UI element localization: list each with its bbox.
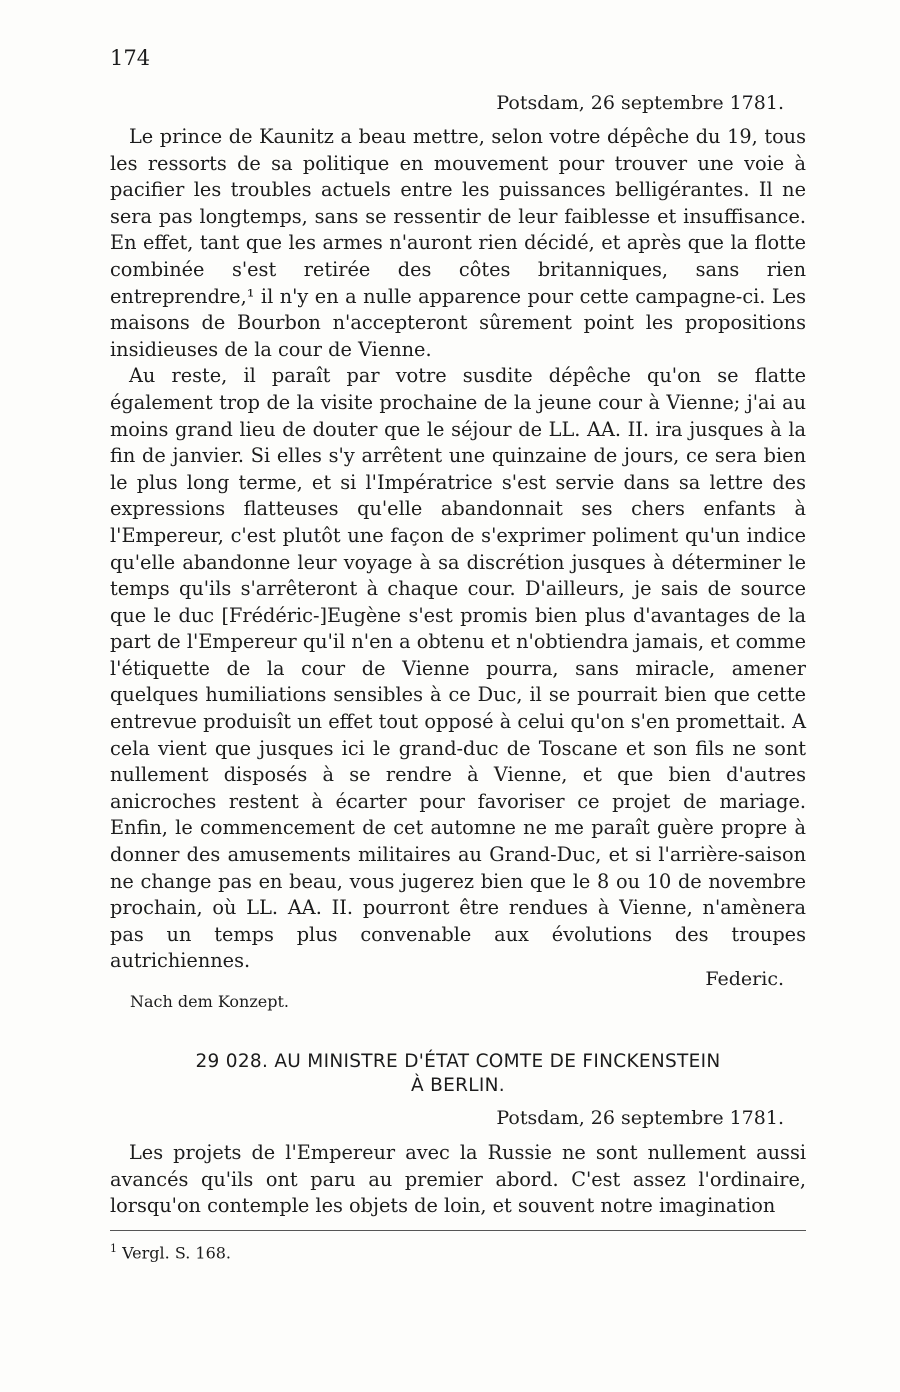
letter1-paragraph-2: Au reste, il paraît par votre susdite dépêche qu'on se flatte également trop de la visite prochaine de la jeune cour à Vienne; j'ai au moins grand lieu de douter que le séjour de LL. AA. II. ira jusques à la fin de janvier. Si elles s'y arrêtent une quinzaine de jours, ce sera bien le plus long terme, et si l'Impératrice s'est servie dans sa lettre des expressions flatteuses qu'elle abandonnait ses chers enfants à l'Empereur, c'est plutôt une façon de s'exprimer poliment qu'un indice qu'elle abandonne leur voyage à sa discrétion jusques à déterminer le temps qu'ils s'arrêteront à chaque cour. D'ailleurs, je sais de source que le duc [Frédéric-]Eugène s'est promis bien plus d'avantages de la part de l'Empereur qu'il n'en a obtenu et n'obtiendra jamais, et comme l'étiquette de la cour de Vienne pourra, sans miracle, amener quelques humiliations sensibles à ce Duc, il se pourrait bien que cette entrevue produisît un effet tout opposé à celui qu'on s'en promettait. A cela vient que jusques ici le grand-duc de Toscane et son fils ne sont nullement disposés à se rendre à Vienne, et que bien d'autres anicroches restent à écarter pour favoriser ce projet de mariage. Enfin, le commencement de cet automne ne me paraît guère propre à donner des amusements militaires au Grand-Duc, et si l'arrière-saison ne change pas en beau, vous jugerez bien que le 8 ou 10 de novembre prochain, où LL. AA. II. pourront être rendues à Vienne, n'amènera pas un temps plus convenable aux évolutions des troupes autrichiennes. <box>110 364 806 973</box>
letter1-source-note: Nach dem Konzept. <box>130 992 289 1011</box>
footnote <box>110 1242 231 1262</box>
letter2-body <box>110 1140 806 1220</box>
letter1-signature: Federic. <box>705 968 784 990</box>
letter2-paragraph-1: Les projets de l'Empereur avec la Russie ne sont nullement aussi avancés qu'ils ont paru au premier abord. C'est assez l'ordinaire, lorsqu'on contemple les objets de loin, et souvent notre imagination <box>110 1141 806 1218</box>
letter1-body <box>110 124 806 975</box>
letter2-dateline: Potsdam, 26 septembre 1781. <box>496 1107 784 1129</box>
footnote-divider <box>110 1230 806 1231</box>
footnote-text: Vergl. S. 168. <box>122 1243 232 1263</box>
letter1-dateline: Potsdam, 26 septembre 1781. <box>496 92 784 114</box>
letter2-heading-line1: 29 028. AU MINISTRE D'ÉTAT COMTE DE FINCKENSTEIN <box>195 1051 721 1072</box>
letter2-heading-line2: À BERLIN. <box>411 1075 505 1096</box>
footnote-marker: 1 <box>110 1242 117 1255</box>
letter1-paragraph-1: Le prince de Kaunitz a beau mettre, selon votre dépêche du 19, tous les ressorts de sa politique en mouvement pour trouver une voie à pacifier les troubles actuels entre les puissances belligérantes. Il ne sera pas longtemps, sans se ressentir de leur faiblesse et insuffisance. En effet, tant que les armes n'auront rien décidé, et après que la flotte combinée s'est retirée des côtes britanniques, sans rien entreprendre,¹ il n'y en a nulle apparence pour cette campagne-ci. Les maisons de Bourbon n'accepteront sûrement point les propositions insidieuses de la cour de Vienne. <box>110 125 806 361</box>
letter2-heading <box>110 1050 806 1098</box>
page-number: 174 <box>110 46 151 70</box>
